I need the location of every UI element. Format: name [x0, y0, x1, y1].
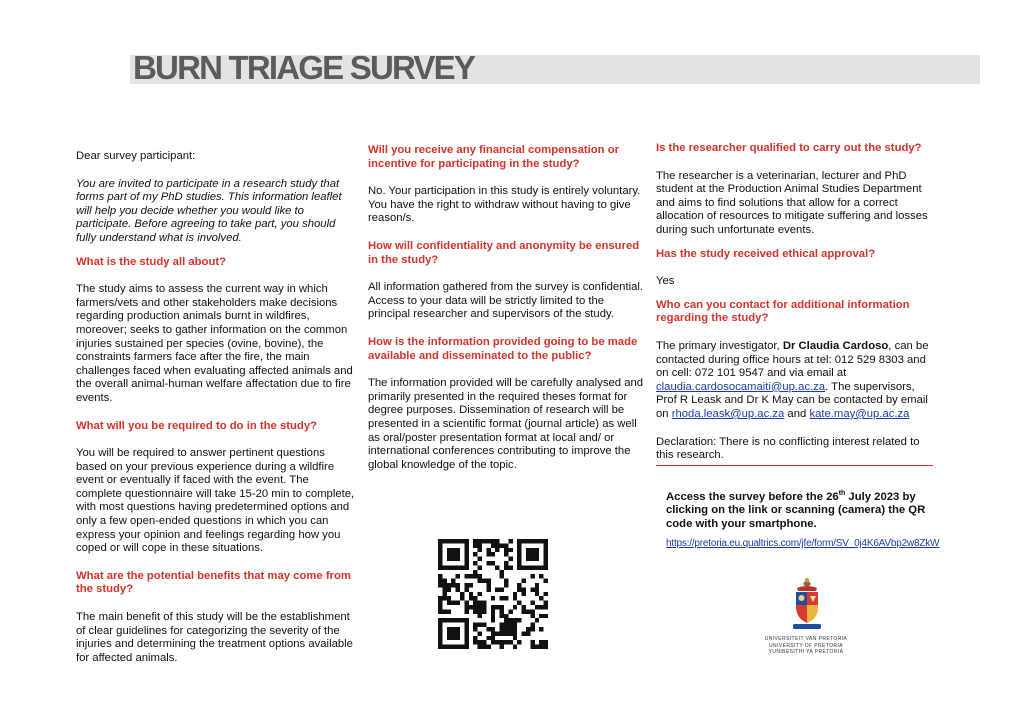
survey-url-link[interactable]: https://pretoria.eu.qualtrics.com/jfe/form/SV_0j4K6AVbp2w8ZkW [666, 538, 940, 549]
heading-required-to-do: What will you be required to do in the study? [76, 419, 318, 432]
page-title: BURN TRIAGE SURVEY [133, 49, 475, 86]
column-left [76, 150, 356, 665]
text-benefits: The main benefit of this study will be the establishment of clear guidelines for categorizing the severity of the injuries and determining the treatment options available for affected animals. [76, 611, 353, 664]
text-compensation: No. Your participation in this study is entirely voluntary. You have the right to withdraw without having to give reason/s. [368, 185, 641, 225]
heading-confidentiality: How will confidentiality and anonymity be ensured in the study? [368, 239, 640, 266]
intro-text: You are invited to participate in a research study that forms part of my PhD studies. This information leaflet will help you decide whether you would like to participate. Before agreeing to take part, you should fully understand what is involved. [76, 177, 342, 244]
university-crest-icon [790, 574, 824, 632]
university-name [750, 636, 862, 656]
heading-contact: Who can you contact for additional information regarding the study? [656, 298, 910, 325]
text-researcher-qualified: The researcher is a veterinarian, lecturer and PhD student at the Production Animal Studies Department and aims to find solutions that allow for a correct allocation of resources to mitigate suffering and losses during such unfortunate events. [656, 169, 928, 236]
column-right [656, 142, 936, 463]
text-ethical-approval: Yes [656, 275, 675, 288]
investigator-email-link[interactable]: claudia.cardosocamaiti@up.ac.za [656, 380, 826, 393]
cta-text-start: Access the survey before the 26 [666, 490, 839, 503]
contact-text-middle: , can be contacted during office hours at tel: 012 529 8303 and on cell: 072 101 9547 and via email at [656, 339, 929, 380]
survey-call-to-action [666, 487, 936, 532]
heading-study-about: What is the study all about? [76, 255, 227, 268]
heading-researcher-qualified: Is the researcher qualified to carry out the study? [656, 142, 922, 154]
heading-benefits: What are the potential benefits that may come from the study? [76, 569, 351, 596]
column-middle [368, 144, 646, 472]
text-study-about: The study aims to assess the current way in which farmers/vets and other stakeholders make decisions regarding production animals burnt in wildfires, moreover; seeks to gather information on the common injuries sustained per species (ovine, bovine), the constraints farmers face after the fire, the main challenges faced when evaluating affected animals and the overall animal-human welfare affectation due to fire events. [76, 283, 353, 404]
contact-text-and: and [784, 407, 810, 420]
cta-text-end: July 2023 by clicking on the link or scanning (camera) the QR code with your smartphone. [666, 490, 926, 530]
contact-text-start: The primary investigator, [656, 339, 783, 352]
university-name-english: UNIVERSITY OF PRETORIA [769, 642, 843, 649]
text-contact [656, 340, 936, 422]
supervisor-email-link-leask[interactable]: rhoda.leask@up.ac.za [671, 407, 785, 420]
investigator-name: Dr Claudia Cardoso [782, 339, 889, 352]
contact-text-supervisors: . The supervisors, Prof R Leask and Dr K May can be contacted by email on [656, 380, 928, 420]
text-required-to-do: You will be required to answer pertinent questions based on your previous experience during a wildfire event or eventually if faced with the event. The complete questionnaire will take 15-20 min to complete, with most questions having predetermined options and only a few open-ended questions in which you can express your opinion and feelings regarding how you coped or will cope in these situations. [76, 447, 355, 555]
greeting: Dear survey participant: [76, 150, 196, 162]
text-declaration: Declaration: There is no conflicting interest related to this research. [656, 435, 920, 462]
qr-code-icon[interactable] [438, 539, 548, 649]
red-divider [656, 465, 933, 466]
cta-ordinal: th [838, 490, 846, 497]
supervisor-email-link-may[interactable]: kate.may@up.ac.za [809, 407, 910, 420]
university-name-sepedi: YUNIBESITHI YA PRETORIA [768, 649, 844, 655]
text-dissemination: The information provided will be carefully analysed and primarily presented in the required theses format for degree purposes. Dissemination of research will be presented in a scientific format (journal article) as well as oral/poster presentation format at local and/ or international conferences contributing to improve the global knowledge of the topic. [368, 377, 644, 471]
text-confidentiality: All information gathered from the survey is confidential. Access to your data will be strictly limited to the principal researcher and supervisors of the study. [368, 281, 644, 321]
heading-ethical-approval: Has the study received ethical approval? [656, 247, 876, 260]
university-name-afrikaans: UNIVERSITEIT VAN PRETORIA [764, 636, 848, 642]
heading-dissemination: How is the information provided going to be made available and disseminated to the public? [368, 335, 638, 362]
heading-compensation: Will you receive any financial compensation or incentive for participating in the study? [368, 144, 620, 170]
